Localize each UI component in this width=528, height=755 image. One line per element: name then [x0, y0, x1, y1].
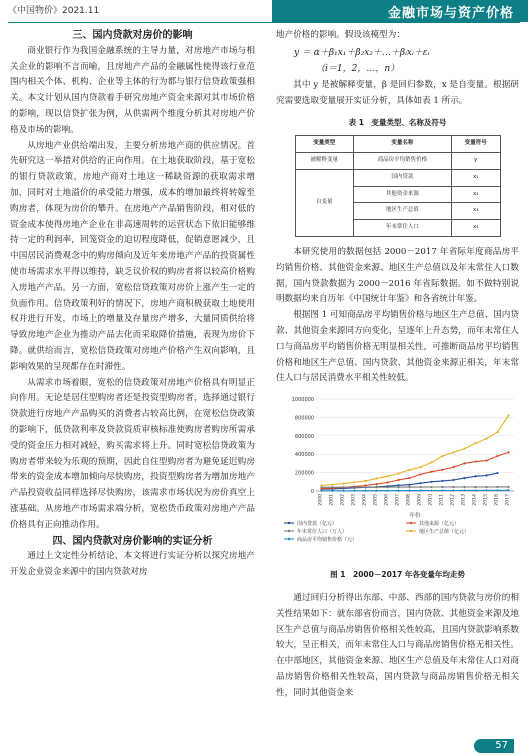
data-point: [397, 490, 399, 492]
y-tick-label: 200000: [294, 470, 314, 477]
data-point: [463, 462, 465, 464]
data-point: [430, 471, 432, 473]
data-point: [419, 482, 421, 484]
data-point: [364, 480, 366, 482]
data-point: [430, 481, 432, 483]
data-point: [331, 484, 333, 486]
data-point: [474, 489, 476, 491]
data-point: [496, 489, 498, 491]
legend-marker: [410, 522, 412, 524]
data-point: [397, 479, 399, 481]
data-point: [474, 475, 476, 477]
table-cell: 被解释变量: [295, 152, 353, 169]
data-point: [342, 483, 344, 485]
x-tick-label: 2001: [329, 494, 335, 506]
table-cell: 自变量: [295, 169, 353, 236]
legend-label: 其他来源（亿元）: [419, 521, 460, 528]
data-point: [408, 469, 410, 471]
data-point: [463, 489, 465, 491]
data-point: [419, 490, 421, 492]
section-3-title: 三、国内贷款对房价的影响: [72, 30, 193, 41]
model-formula: y ＝ α＋β₁x₁＋β₂x₂＋…＋βᵢxᵢ＋εᵢ: [294, 47, 430, 58]
journal-issue: 《中国物价》2021.11: [8, 6, 100, 16]
table-row: [295, 152, 500, 169]
data-point: [496, 486, 498, 488]
data-point: [485, 486, 487, 488]
data-point: [441, 480, 443, 482]
data-point: [408, 490, 410, 492]
x-tick-label: 2005: [373, 494, 379, 506]
data-point: [375, 478, 377, 480]
paragraph: 通过上文定性分析结论，本文将进行实证分析以探究房地产开发企业资金来源中的国内贷款对房: [10, 551, 255, 578]
table-caption: 表 1 变量类型、名称及符号: [348, 118, 447, 128]
section-4-title: 四、国内贷款对房价影响的实证分析: [52, 535, 213, 547]
series-line: [322, 490, 509, 491]
table-header-cell: 变量符号: [451, 136, 500, 153]
data-point: [507, 451, 509, 453]
figure-caption: 图 1 2000－2017 年各变量年均走势: [330, 570, 465, 580]
x-tick-label: 2015: [483, 494, 489, 506]
x-tick-label: 2013: [461, 494, 467, 506]
data-point: [353, 486, 355, 488]
x-tick-label: 2004: [362, 494, 368, 506]
table-header-cell: 变量类型: [295, 136, 353, 153]
data-point: [452, 486, 454, 488]
paragraph: 从需求市场着眼，宽松的信贷政策对房地产价格具有明显正向作用。无论是居住型购房者还是投资型购房者，选择通过银行贷款进行房地产产品购买的消费者占较高比例，在宽松信贷政策的影响下，低贷款利率及贷款资质审核标准使购房者购房所需承受的资金压力相对减轻，购买需求将上升。同时宽松信贷政策为购房者带来较为乐观的预期，因此自住型购房者为避免延迟购房带来的资金成本增加倾向尽快购房，投资型购房者为增加房地产产品投资收益同样选择尽快购房，该需求市场状况为房价真空上涨基础。从房地产市场需求端分析，宽松货币政策对房地产产品价格具有正向推动作用。: [10, 377, 255, 530]
legend-marker: [410, 530, 412, 532]
left-column: [10, 28, 255, 581]
data-point: [507, 486, 509, 488]
data-point: [375, 483, 377, 485]
data-point: [452, 479, 454, 481]
x-tick-label: 2000: [318, 494, 324, 506]
data-point: [430, 462, 432, 464]
data-point: [331, 486, 333, 488]
paragraph: 地产价格的影响。假设该模型为：: [276, 30, 405, 40]
table-cell: x₂: [451, 186, 500, 203]
data-point: [386, 475, 388, 477]
x-tick-label: 2016: [494, 494, 500, 506]
data-point: [397, 486, 399, 488]
data-point: [320, 490, 322, 492]
data-point: [353, 490, 355, 492]
trend-chart-svg: [276, 393, 519, 563]
variable-table: [295, 135, 501, 237]
legend-label: 年末常住人口（万人）: [297, 529, 348, 536]
data-point: [441, 486, 443, 488]
data-point: [485, 489, 487, 491]
header-rule: [8, 22, 520, 23]
data-point: [386, 486, 388, 488]
y-tick-label: 0: [310, 489, 314, 496]
x-tick-label: 2003: [351, 494, 357, 506]
data-point: [485, 460, 487, 462]
data-point: [463, 477, 465, 479]
series-line: [322, 416, 509, 486]
page-number: 57: [495, 740, 508, 751]
section-title: 金融市场与资产价格: [387, 6, 514, 21]
paragraph: 从房地产业供给端出发，主要分析房地产商的供应情况。首先研究这一举措对供给的正向作用。在土地获取阶段，基于宽松的银行贷款政策，房地产商对土地这一稀缺资源的获取需求增加，同时对土地溢价的承受能力增强，成本的增加最终将转嫁至购房者，体现为房价的攀升。在房地产产品销售阶段，相对低的资金成本使得房地产企业在非高速周转的运营状态下依旧能够维持一定的利润率，回笼资金的迫切程度降低，促销意愿减少，且中国居民消费观念中的购房倾向及近年来房地产产品的投资属性使市场需求水平得以维持，缺乏议价权的购房者将以较高价格购入房地产产品。另一方面，宽松信贷政策对房价上涨产生一定的负面作用。信贷政策利好的情况下，房地产商积极获取土地使用权并进行开发，市场上的增量及存量房产增多，大量同质供给将导致房地产企业为推动产品去化而采取降价措施，表现为房价下降。就供给而言，宽松信贷政策对房地产价格产生双向影响，且影响效果的呈现都存在时滞性。: [10, 140, 255, 372]
paragraph: 其中 y 是被解释变量，β 是回归参数，x 是自变量。根据研究需要选取变量展开实证分析，具体如表 1 所示。: [276, 79, 519, 106]
data-point: [408, 484, 410, 486]
data-point: [452, 490, 454, 492]
table-cell: x₄: [451, 220, 500, 237]
paragraph: 本研究使用的数据包括 2000－2017 年省际年度商品房平均销售价格、其他资金来源、地区生产总值以及年末常住人口数据，国内贷款数据为 2000－2016 年省际数据。如不做特别说明数据均来自历年《中国统计年鉴》和各省统计年鉴。: [276, 246, 519, 305]
data-point: [408, 486, 410, 488]
data-point: [441, 469, 443, 471]
x-tick-label: 2009: [417, 494, 423, 506]
data-point: [496, 431, 498, 433]
data-point: [375, 490, 377, 492]
paragraph: 通过回归分析得出东部、中部、西部的国内贷款与房价的相关性结果如下：就东部省份而言，国内贷款、其他资金来源及地区生产总值与商品房销售价格相关性较高，且国内贷款影响系数较大，呈正相关，而年末常住人口与商品房销售价格无相关性。在中部地区，其他资金来源、地区生产总值及年末常住人口对商品房销售价格相关性较高，国内贷款与商品房销售价格无相关性，同时其他资金来: [276, 592, 519, 698]
data-point: [375, 486, 377, 488]
data-point: [452, 451, 454, 453]
data-point: [496, 472, 498, 474]
paragraph: 商业银行作为我国金融系统的主导力量，对房地产市场与相关企业的影响不言而喻，且房地产产品的金融属性使得该行业范围内相关个体、机构、企业等主体的行为都与银行信贷政策强相关。本文计划从国内贷款着手研究房地产资金来源对其市场价格的影响，现以信贷扩张为例，从供需两个维度分析其对房地产价格及市场的影响。: [10, 45, 255, 135]
data-point: [474, 486, 476, 488]
data-point: [485, 438, 487, 440]
table-row: [295, 169, 500, 186]
table-header-row: [295, 136, 500, 153]
x-tick-label: 2017: [505, 494, 511, 506]
y-tick-label: 600000: [294, 433, 314, 440]
data-point: [353, 481, 355, 483]
y-tick-label: 1000000: [291, 397, 314, 404]
table-cell: 地区生产总值: [353, 203, 451, 220]
page-number-badge: [474, 739, 514, 753]
x-tick-label: 2010: [428, 494, 434, 506]
data-point: [419, 466, 421, 468]
table-cell: 年末常住人口: [353, 220, 451, 237]
data-point: [342, 486, 344, 488]
legend-label: 国内贷款（亿元）: [297, 521, 338, 528]
data-point: [496, 455, 498, 457]
data-point: [408, 477, 410, 479]
trend-chart: [276, 393, 519, 563]
legend-label: 地区生产总值（亿元）: [419, 529, 470, 536]
data-point: [441, 490, 443, 492]
table-cell: 国内贷款: [353, 169, 451, 186]
data-point: [386, 490, 388, 492]
right-column: [276, 28, 519, 702]
data-point: [331, 490, 333, 492]
table-cell: x₁: [451, 169, 500, 186]
table-cell: 其他资金来源: [353, 186, 451, 203]
data-point: [485, 474, 487, 476]
data-point: [430, 490, 432, 492]
x-tick-label: 2014: [472, 494, 478, 506]
data-point: [463, 448, 465, 450]
section-banner: [272, 0, 528, 22]
data-point: [430, 486, 432, 488]
y-tick-label: 400000: [294, 452, 314, 459]
data-point: [419, 486, 421, 488]
data-point: [474, 461, 476, 463]
table-header-cell: 变量名称: [353, 136, 451, 153]
table-cell: 商品房平均销售价格: [353, 152, 451, 169]
model-formula-index: （i＝1，2，…，n）: [316, 63, 400, 74]
data-point: [364, 486, 366, 488]
data-point: [397, 473, 399, 475]
data-point: [507, 415, 509, 417]
x-tick-label: 2008: [406, 494, 412, 506]
legend-marker: [288, 522, 290, 524]
data-point: [419, 473, 421, 475]
paragraph: 根据图 1 可知商品房平均销售价格与地区生产总值、国内贷款、其他资金来源同方向变化，呈逐年上升态势，而年末常住人口与商品房平均销售价格无明显相关性，可推断商品房平均销售价格和地区生产总值、国内贷款、其他资金来源正相关，年末常住人口与居民消费水平相关性较低。: [276, 310, 519, 384]
legend-marker: [288, 538, 290, 540]
data-point: [474, 442, 476, 444]
legend-marker: [288, 530, 290, 532]
x-tick-label: 2012: [450, 494, 456, 506]
table-cell: y: [451, 152, 500, 169]
x-tick-label: 2007: [395, 494, 401, 506]
legend-label: 商品房平均销售价格（元）: [297, 537, 358, 544]
data-point: [441, 455, 443, 457]
x-tick-label: 2002: [340, 494, 346, 506]
data-point: [364, 490, 366, 492]
x-tick-label: 2011: [439, 494, 445, 506]
data-point: [386, 482, 388, 484]
x-tick-label: 2006: [384, 494, 390, 506]
data-point: [452, 466, 454, 468]
x-axis-title: 年份: [409, 513, 421, 520]
table-cell: x₃: [451, 203, 500, 220]
data-point: [342, 490, 344, 492]
data-point: [507, 489, 509, 491]
data-point: [320, 485, 322, 487]
data-point: [463, 486, 465, 488]
y-tick-label: 800000: [294, 415, 314, 422]
